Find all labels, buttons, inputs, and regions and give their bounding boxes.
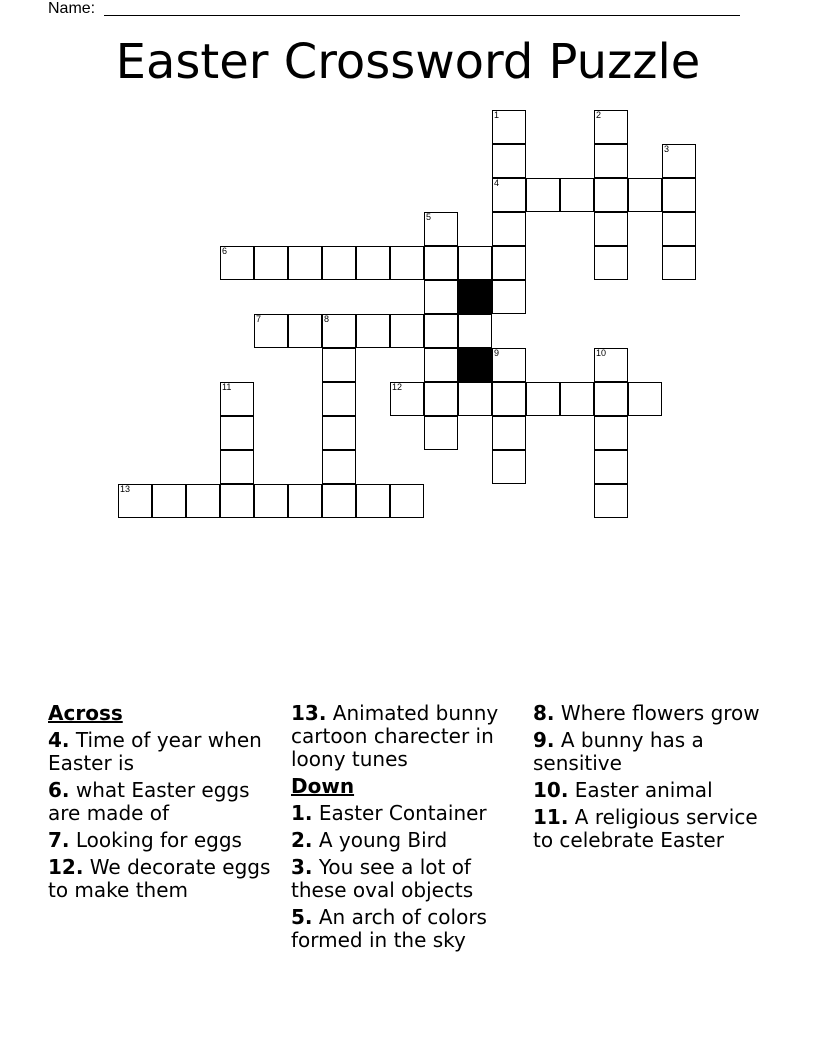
grid-cell[interactable]: [594, 246, 628, 280]
grid-cell[interactable]: [118, 484, 152, 518]
grid-cell[interactable]: [254, 314, 288, 348]
grid-cell[interactable]: [526, 178, 560, 212]
grid-cell[interactable]: [594, 144, 628, 178]
grid-cell[interactable]: [390, 382, 424, 416]
grid-cell[interactable]: [424, 280, 458, 314]
clue-down-8: [533, 702, 773, 725]
grid-cell[interactable]: [424, 348, 458, 382]
grid-cell[interactable]: [492, 280, 526, 314]
grid-cell[interactable]: [662, 178, 696, 212]
clue-number-label: 13: [120, 484, 131, 494]
grid-cell[interactable]: [594, 348, 628, 382]
clue-text: Where flowers grow: [560, 701, 760, 725]
clue-across-6: [48, 779, 278, 825]
clue-number-label: 6: [222, 246, 228, 256]
grid-cell[interactable]: [322, 382, 356, 416]
clue-down-11: [533, 806, 773, 852]
grid-cell[interactable]: [492, 450, 526, 484]
clue-across-12: [48, 856, 278, 902]
clue-text: Animated bunny cartoon charecter in loony tunes: [291, 701, 499, 771]
grid-cell[interactable]: [220, 382, 254, 416]
clue-text: Easter Container: [318, 801, 487, 825]
grid-cell[interactable]: [356, 484, 390, 518]
grid-cell[interactable]: [322, 450, 356, 484]
grid-cell[interactable]: [492, 348, 526, 382]
clues-column-2: [291, 702, 523, 956]
clue-number: 13.: [291, 701, 327, 725]
clue-number-label: 8: [324, 314, 330, 324]
grid-cell[interactable]: [458, 314, 492, 348]
clue-text: A bunny has a sensitive: [533, 728, 704, 775]
grid-cell[interactable]: [220, 484, 254, 518]
grid-cell[interactable]: [662, 246, 696, 280]
grid-cell[interactable]: [594, 382, 628, 416]
clue-number-label: 7: [256, 314, 262, 324]
grid-cell[interactable]: [560, 382, 594, 416]
grid-cell[interactable]: [186, 484, 220, 518]
clue-number-label: 11: [222, 382, 232, 392]
clue-text: Looking for eggs: [75, 828, 242, 852]
grid-cell[interactable]: [254, 246, 288, 280]
clue-down-2: [291, 829, 523, 852]
clue-number: 8.: [533, 701, 555, 725]
clue-across-13: [291, 702, 523, 771]
grid-cell[interactable]: [492, 144, 526, 178]
grid-cell[interactable]: [424, 314, 458, 348]
grid-cell[interactable]: [390, 246, 424, 280]
clue-across-7: [48, 829, 278, 852]
clue-text: A young Bird: [318, 828, 448, 852]
clue-number-label: 1: [494, 110, 500, 120]
clue-number-label: 5: [426, 212, 432, 222]
grid-cell[interactable]: [594, 450, 628, 484]
grid-cell[interactable]: [594, 178, 628, 212]
grid-block: [458, 280, 492, 314]
grid-cell[interactable]: [424, 382, 458, 416]
clue-text: We decorate eggs to make them: [48, 855, 271, 902]
clue-number: 7.: [48, 828, 70, 852]
grid-cell[interactable]: [322, 246, 356, 280]
grid-cell[interactable]: [594, 484, 628, 518]
clue-down-1: [291, 802, 523, 825]
grid-cell[interactable]: [390, 484, 424, 518]
grid-cell[interactable]: [322, 416, 356, 450]
clue-number: 10.: [533, 778, 569, 802]
clue-number-label: 9: [494, 348, 500, 358]
grid-cell[interactable]: [424, 246, 458, 280]
clues-column-3: [533, 702, 773, 856]
grid-cell[interactable]: [322, 314, 356, 348]
grid-cell[interactable]: [492, 416, 526, 450]
clue-number-label: 10: [596, 348, 607, 358]
grid-cell[interactable]: [322, 484, 356, 518]
grid-cell[interactable]: [390, 314, 424, 348]
grid-cell[interactable]: [458, 382, 492, 416]
grid-cell[interactable]: [288, 314, 322, 348]
name-label: Name:: [48, 0, 96, 17]
clue-number: 9.: [533, 728, 555, 752]
clue-down-3: [291, 856, 523, 902]
clue-number-label: 4: [494, 178, 500, 188]
grid-cell[interactable]: [458, 246, 492, 280]
clues-column-1: [48, 702, 278, 906]
grid-cell[interactable]: [152, 484, 186, 518]
grid-cell[interactable]: [288, 484, 322, 518]
grid-cell[interactable]: [594, 110, 628, 144]
clue-number: 4.: [48, 728, 70, 752]
grid-cell[interactable]: [220, 450, 254, 484]
clue-number: 6.: [48, 778, 70, 802]
grid-cell[interactable]: [492, 178, 526, 212]
clue-text: You see a lot of these oval objects: [291, 855, 474, 902]
across-heading: Across: [48, 701, 123, 725]
grid-cell[interactable]: [492, 382, 526, 416]
clue-text: Easter animal: [574, 778, 713, 802]
clue-number: 3.: [291, 855, 313, 879]
grid-block: [458, 348, 492, 382]
down-heading: Down: [291, 774, 355, 798]
grid-cell[interactable]: [424, 212, 458, 246]
grid-cell[interactable]: [356, 246, 390, 280]
clue-number: 11.: [533, 805, 569, 829]
grid-cell[interactable]: [628, 382, 662, 416]
clue-text: what Easter eggs are made of: [48, 778, 250, 825]
grid-cell[interactable]: [424, 416, 458, 450]
clue-number: 5.: [291, 905, 313, 929]
clue-number-label: 3: [664, 144, 670, 154]
clue-number: 1.: [291, 801, 313, 825]
clue-text: Time of year when Easter is: [48, 728, 262, 775]
clue-across-4: [48, 729, 278, 775]
clue-down-5: [291, 906, 523, 952]
grid-cell[interactable]: [594, 212, 628, 246]
grid-cell[interactable]: [628, 178, 662, 212]
grid-cell[interactable]: [594, 416, 628, 450]
grid-cell[interactable]: [254, 484, 288, 518]
grid-cell[interactable]: [356, 314, 390, 348]
grid-cell[interactable]: [560, 178, 594, 212]
grid-cell[interactable]: [220, 246, 254, 280]
clue-number-label: 2: [596, 110, 602, 120]
puzzle-title: Easter Crossword Puzzle: [115, 34, 701, 90]
grid-cell[interactable]: [662, 212, 696, 246]
grid-cell[interactable]: [492, 110, 526, 144]
grid-cell[interactable]: [492, 246, 526, 280]
grid-cell[interactable]: [322, 348, 356, 382]
grid-cell[interactable]: [220, 416, 254, 450]
grid-cell[interactable]: [526, 382, 560, 416]
clue-number: 12.: [48, 855, 84, 879]
clue-text: An arch of colors formed in the sky: [291, 905, 487, 952]
grid-cell[interactable]: [492, 212, 526, 246]
clue-number-label: 12: [392, 382, 403, 392]
grid-cell[interactable]: [288, 246, 322, 280]
grid-cell[interactable]: [662, 144, 696, 178]
clue-down-10: [533, 779, 773, 802]
clue-text: A religious service to celebrate Easter: [533, 805, 758, 852]
clue-down-9: [533, 729, 773, 775]
clue-number: 2.: [291, 828, 313, 852]
